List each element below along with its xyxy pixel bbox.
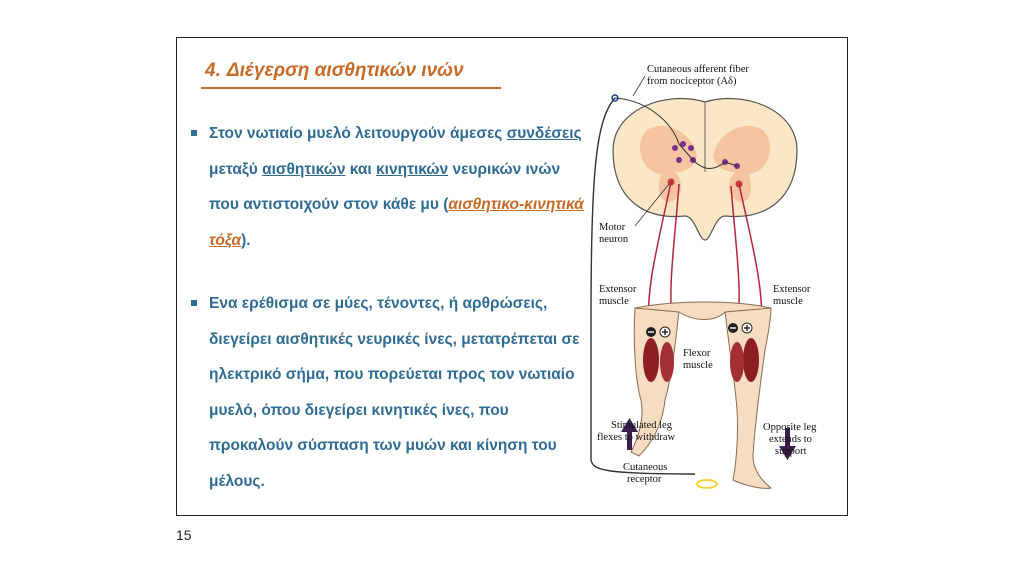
label-opposite-leg-2: extends to <box>769 434 812 445</box>
underlined-term-connections: συνδέσεις <box>506 125 582 142</box>
label-extensor-left-1: Extensor <box>599 284 637 295</box>
slide <box>176 37 848 516</box>
label-stimulated-leg-1: Stimulated leg <box>611 420 672 431</box>
underlined-term-motor: κινητικών <box>376 160 449 178</box>
label-afferent-fiber-1: Cutaneous afferent fiber <box>647 64 749 75</box>
left-extensor-muscle <box>643 338 659 382</box>
bullet-1 <box>191 116 591 258</box>
bullet-1-text <box>191 116 591 258</box>
label-extensor-right-2: muscle <box>773 296 803 307</box>
reflex-arc-diagram <box>575 60 837 506</box>
right-extensor-muscle <box>743 338 759 382</box>
label-flexor-1: Flexor <box>683 348 711 359</box>
slide-title-number: 4. <box>205 60 221 81</box>
bullet-1-part: μεταξύ <box>209 160 263 178</box>
label-motor-neuron-1: Motor <box>599 222 626 233</box>
label-extensor-left-2: muscle <box>599 296 629 307</box>
label-afferent-fiber-2: from nociceptor (Aδ) <box>647 76 737 87</box>
bullet-1-part: Στον νωτιαίο μυελό λειτουργούν άμεσες <box>209 125 507 142</box>
bullet-2 <box>191 286 591 499</box>
cutaneous-receptor-marker <box>697 480 717 488</box>
label-extensor-right-1: Extensor <box>773 284 811 295</box>
underlined-term-sensory: αισθητικών <box>262 160 346 178</box>
label-flexor-2: muscle <box>683 360 713 371</box>
right-flexor-muscle <box>730 342 744 382</box>
bullet-1-part: νευρικών ινών που αντιστοιχούν στον κάθε μυ ( <box>209 160 561 213</box>
bullet-1-part: ). <box>241 231 251 249</box>
bullet-2-text: Ενα ερέθισμα σε μύες, τένοντες, ή αρθρώσεις, διεγείρει αισθητικές νευρικές ίνες, μετατρέπεται σε ηλεκτρικό σήμα, που πορεύεται προς τον νωτιαίο μυελό, όπου διεγείρει κινητικές ίνες, που προκαλούν σύσπαση των μυών και κίνηση του μέλους. <box>209 295 580 490</box>
bullet-marker <box>191 300 197 306</box>
bullet-1-part: και <box>345 160 377 178</box>
title-underline <box>201 87 501 89</box>
label-motor-neuron-2: neuron <box>599 234 629 245</box>
highlighted-term-reflex-arc: αισθητικο-κινητικά τόξα <box>209 196 584 249</box>
label-opposite-leg-3: support <box>775 446 807 457</box>
label-receptor-2: receptor <box>627 474 662 485</box>
bullet-marker <box>191 130 197 136</box>
right-leg <box>725 308 771 488</box>
slide-title <box>205 60 464 82</box>
slide-title-text: Διέγερση αισθητικών ινών <box>226 60 464 81</box>
label-stimulated-leg-2: flexes to withdraw <box>597 432 676 443</box>
page-number: 15 <box>176 527 192 543</box>
reflex-arc-figure <box>575 60 837 506</box>
left-flexor-muscle <box>660 342 674 382</box>
label-opposite-leg-1: Opposite leg <box>763 422 817 433</box>
label-receptor-1: Cutaneous <box>623 462 668 473</box>
